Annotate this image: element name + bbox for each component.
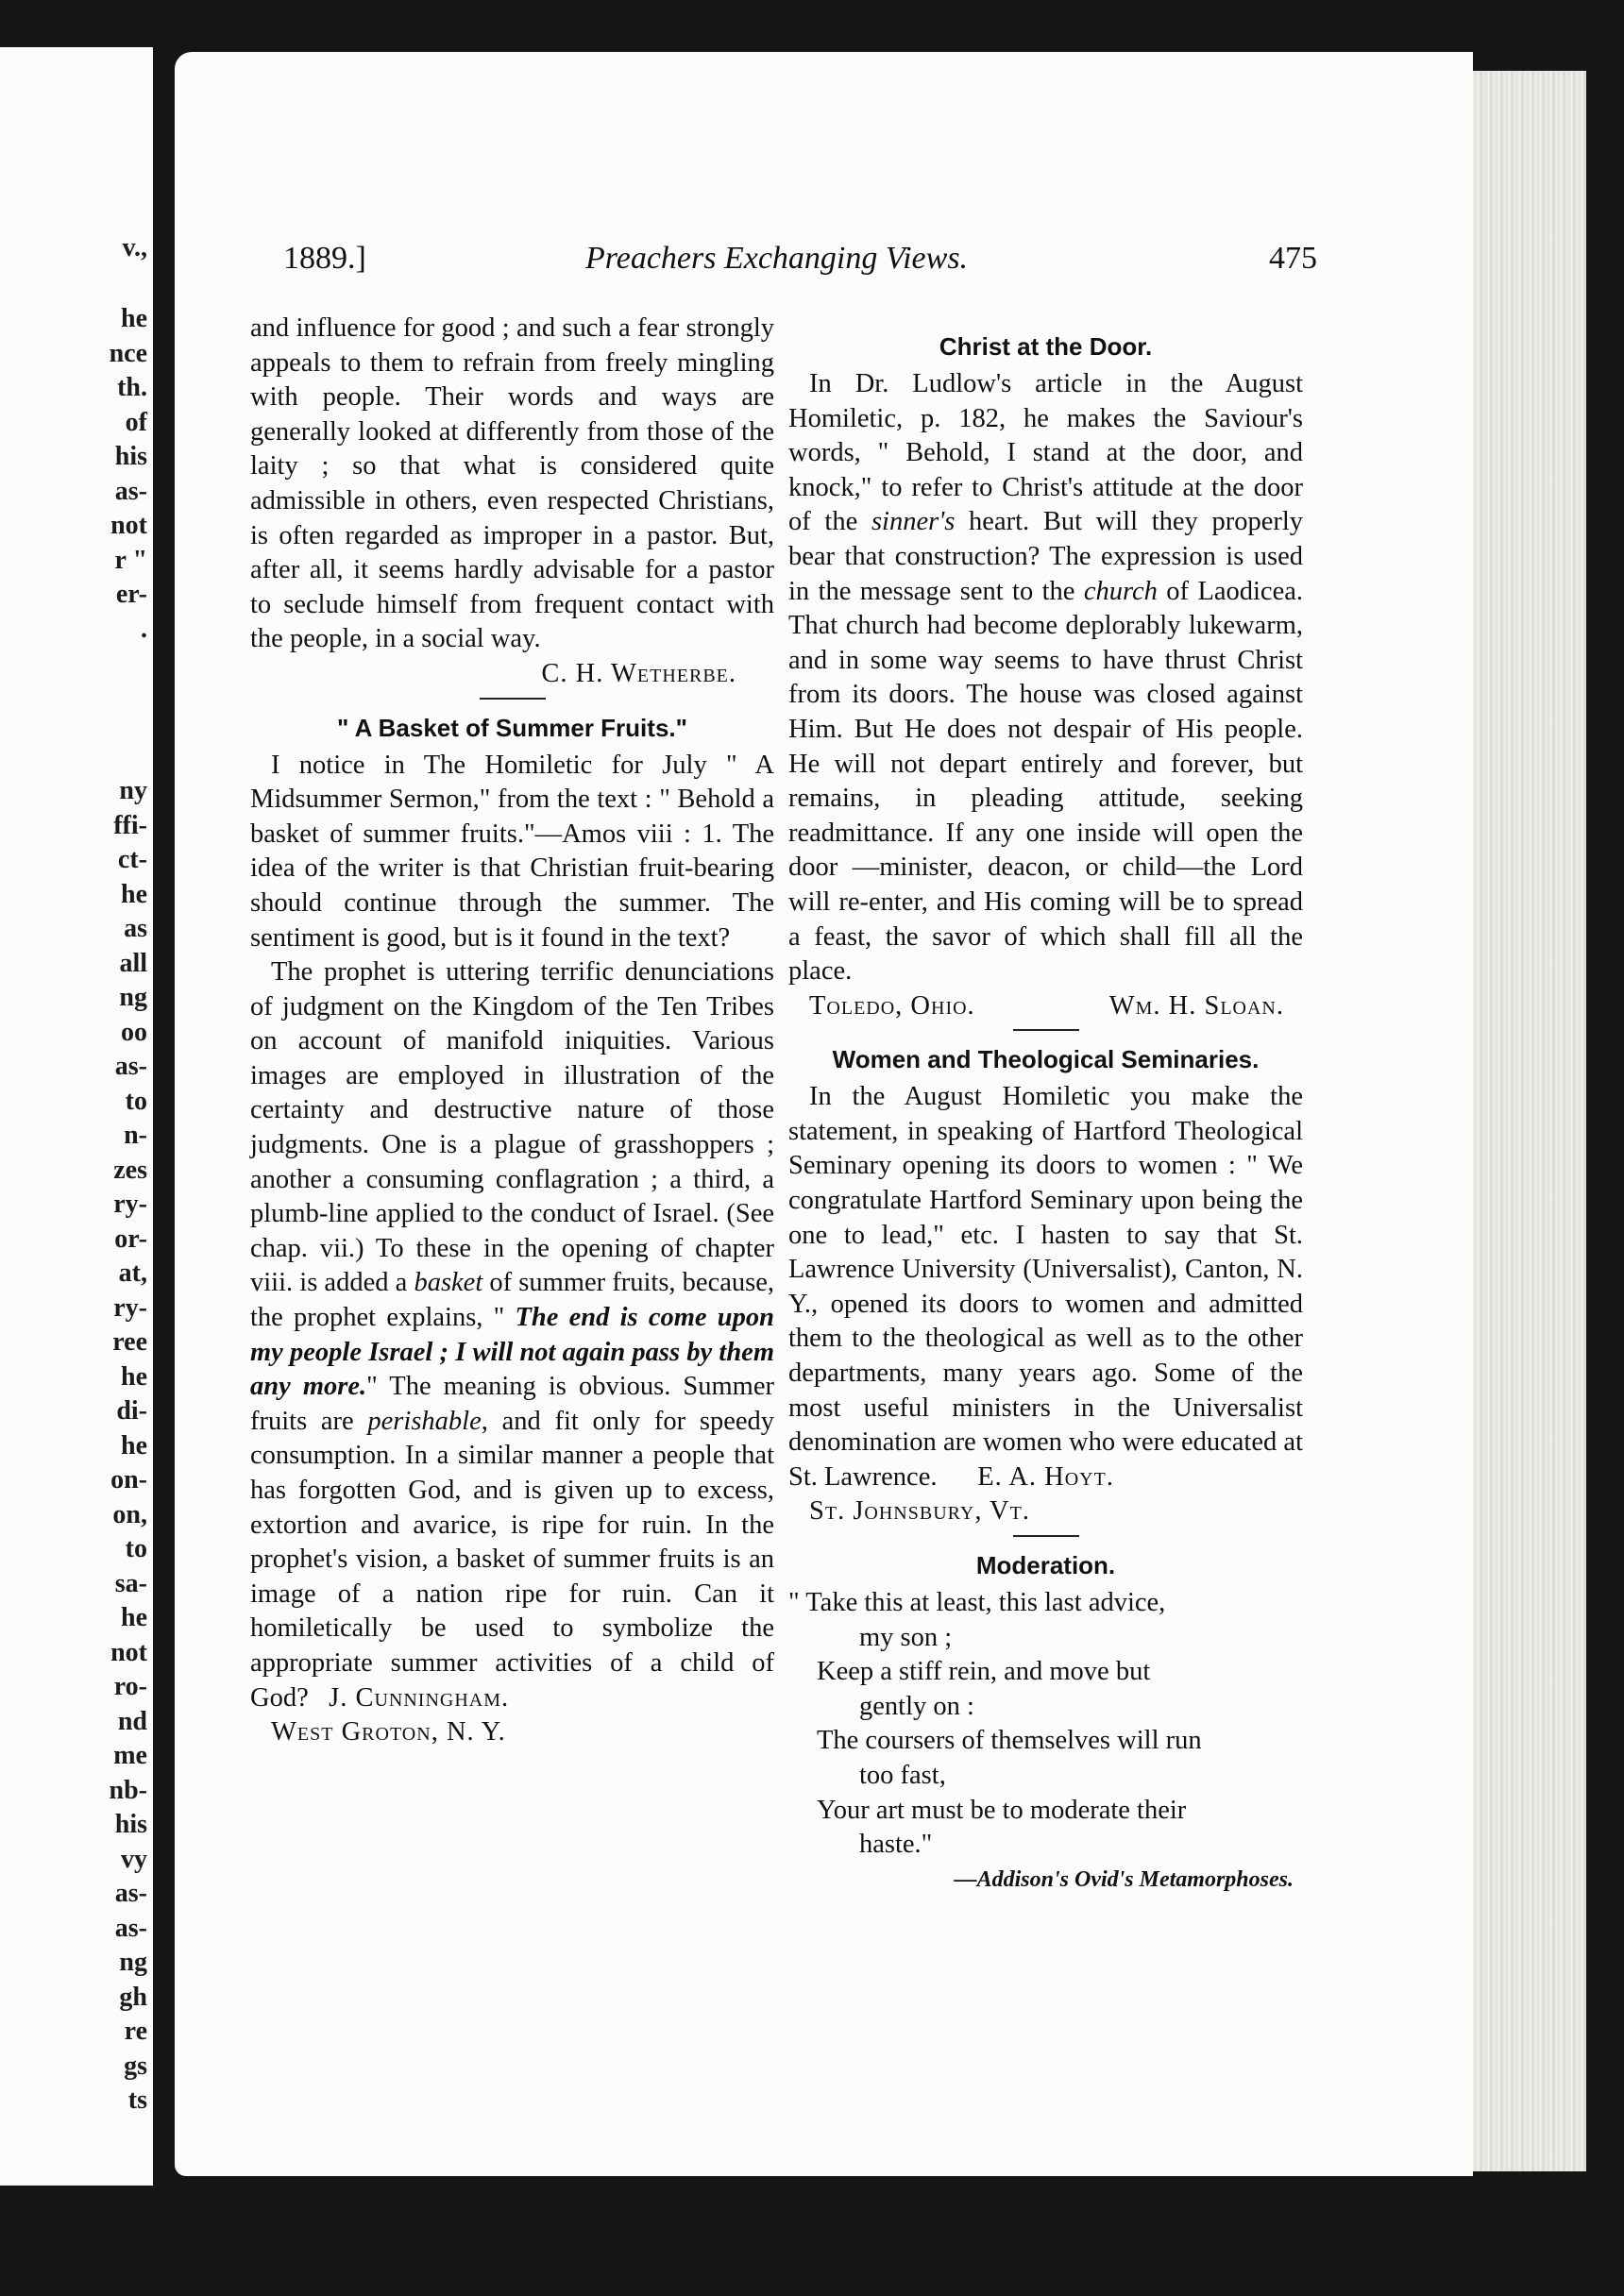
section-divider: [1013, 1535, 1079, 1537]
section-divider: [480, 698, 546, 700]
poem-line-4-cont: haste.": [859, 1830, 933, 1860]
article-title-women-seminaries: Women and Theological Seminaries.: [832, 1045, 1260, 1074]
poem-line-2: Keep a stiff rein, and move but: [817, 1657, 1151, 1687]
women-seminaries-signature: E. A. Hoyt.: [977, 1461, 1114, 1492]
basket-signature: J. Cunningham.: [329, 1682, 510, 1713]
left-column: [250, 312, 774, 1750]
page-number: 475: [1269, 241, 1317, 276]
facing-fragment-3: ny ffi- ct- he as all ng oo as- to n- zes ry- or- at, ry- ree he di- he on- on, to sa- he not ro- nd me nb- his vy as- as- ng gh re gs ts: [109, 776, 147, 2115]
poem-line-2-cont: gently on :: [859, 1691, 974, 1721]
poem-line-1-cont: my son ;: [859, 1622, 953, 1652]
continuation-signature: C. H. Wetherbe.: [541, 658, 736, 688]
basket-paragraph-1: I notice in The Homiletic for July " A Midsummer Sermon," from the text : " Behold a basket of summer fruits."—Amos viii : 1. The idea of the writer is that Christian fruit-bearing should continue through the summer. The sentiment is good, but is it found in the text?: [250, 750, 774, 953]
poem-line-4: Your art must be to moderate their: [817, 1795, 1187, 1825]
poem-attribution: —Addison's Ovid's Metamorphoses.: [954, 1866, 1294, 1892]
facing-fragment-1: v.,: [122, 233, 147, 262]
article-title-christ-door: Christ at the Door.: [939, 332, 1153, 361]
header-year: 1889.]: [283, 241, 366, 276]
article-title-basket: " A Basket of Summer Fruits.": [337, 713, 687, 742]
basket-place: West Groton, N. Y.: [271, 1717, 506, 1747]
section-divider: [1013, 1029, 1079, 1031]
poem-line-1: " Take this at least, this last advice,: [788, 1588, 1166, 1617]
right-column: [788, 326, 1303, 1897]
christ-door-place: Toledo, Ohio.: [809, 990, 975, 1021]
poem-line-3: The coursers of themselves will run: [817, 1726, 1202, 1756]
running-header: [283, 241, 1317, 288]
poem-line-3-cont: too fast,: [859, 1760, 946, 1790]
christ-door-byline: [788, 989, 1303, 1024]
header-title: Preachers Exchanging Views.: [585, 241, 969, 276]
continuation-paragraph: and influence for good ; and such a fear strongly appeals to them to refrain from freely mingling with people. Their words and ways are generally looked at differently from those of the laity ; so that what is considered quite admissible in others, even respected Christians, is often regarded as improper in a pastor. But, after all, it seems hardly advisable for a pastor to seclude himself from frequent contact with the people, in a social way.: [250, 313, 774, 654]
basket-paragraph-2: The prophet is uttering terrific denunciations of judgment on the Kingdom of the Ten Tribes on account of manifold iniquities. Various images are employed in illustration of the certainty and destructive nature of those judgments. One is a plague of grasshoppers ; another a consuming conflagration ; a third, a plumb-line applied to the conduct of Israel. (See chap. vii.) To these in the opening of chapter viii. is added a basket of summer fruits, because, the prophet explains, " The end is come upon my people Israel ; I will not again pass by them any more." The meaning is obvious. Summer fruits are perishable, and fit only for speedy consumption. In a similar manner a people that has forgotten God, and is given up to excess, extortion and avarice, is ripe for ruin. In the prophet's vision, a basket of summer fruits is an image of a nation ripe for ruin. Can it homiletically be used to symbolize the appropriate summer activities of a child of God? J. Cunningham.: [250, 957, 774, 1713]
women-seminaries-paragraph: In the August Homiletic you make the statement, in speaking of Hartford Theological Seminary opening its doors to women : " We congratulate Hartford Seminary upon being the one to lead," etc. I hasten to say that St. Lawrence University (Universalist), Canton, N. Y., opened its doors to women and admitted them to the theological as well as to the other departments, many years ago. Some of the most useful ministers in the Universalist denomination are women who were educated at St. Lawrence. E. A. Hoyt.: [788, 1082, 1303, 1492]
article-title-moderation: Moderation.: [975, 1551, 1116, 1579]
moderation-poem: [788, 1586, 1303, 1863]
women-seminaries-place: St. Johnsbury, Vt.: [809, 1496, 1030, 1527]
page-edge-stack: [1473, 71, 1586, 2171]
facing-fragment-2: he nce th. of his as- not r " er- .: [109, 304, 147, 644]
christ-door-signature: Wm. H. Sloan.: [1108, 990, 1284, 1021]
christ-door-paragraph: In Dr. Ludlow's article in the August Homiletic, p. 182, he makes the Saviour's words, " Behold, I stand at the door, and knock," to refer to Christ's attitude at the door of the sinner's heart. But will they properly bear that construction? The expression is used in the message sent to the church of Laodicea. That church had become deplorably lukewarm, and in some way seems to have thrust Christ from its doors. The house was closed against Him. But He does not despair of His people. He will not depart entirely and forever, but remains, in pleading attitude, seeking readmittance. If any one inside will open the door —minister, deacon, or child—the Lord will re-enter, and His coming will be to spread a feast, the savor of which shall fill all the place.: [788, 369, 1304, 987]
facing-page-fragment: [0, 47, 153, 2186]
